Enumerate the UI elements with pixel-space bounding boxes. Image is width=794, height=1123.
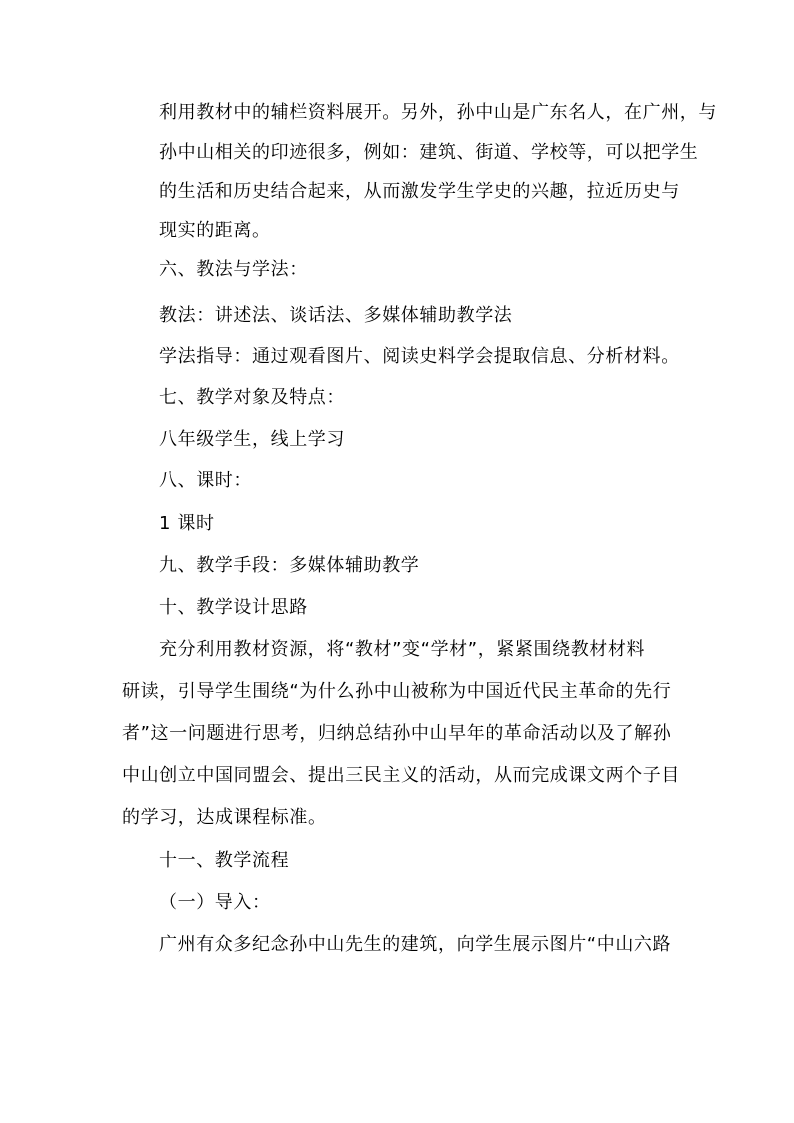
paragraph-line: 学法指导：通过观看图片、阅读史料学会提取信息、分析材料。: [159, 346, 680, 367]
paragraph-line: 利用教材中的辅栏资料展开。另外，孙中山是广东名人，在广州，与: [159, 102, 717, 123]
paragraph-line: 孙中山相关的印迹很多，例如：建筑、街道、学校等，可以把学生: [159, 142, 699, 163]
paragraph-line: 者”这一问题进行思考，归纳总结孙中山早年的革命活动以及了解孙: [122, 723, 672, 744]
paragraph-line: 的学习，达成课程标准。: [122, 807, 327, 828]
section-heading: 十一、教学流程: [159, 850, 290, 871]
paragraph-line: 1 课时: [159, 513, 215, 534]
paragraph-line: 教法：讲述法、谈话法、多媒体辅助教学法: [159, 305, 513, 326]
paragraph-line: 现实的距离。: [159, 220, 271, 241]
paragraph-line: 中山创立中国同盟会、提出三民主义的活动，从而完成课文两个子目: [122, 765, 680, 786]
section-heading: 九、教学手段：多媒体辅助教学: [159, 555, 420, 576]
section-heading: 七、教学对象及特点：: [159, 387, 345, 408]
paragraph-line: 研读，引导学生围绕“为什么孙中山被称为中国近代民主革命的先行: [122, 681, 672, 702]
section-heading: 十、教学设计思路: [159, 597, 308, 618]
paragraph-line: 八年级学生，线上学习: [159, 429, 345, 450]
paragraph-line: 的生活和历史结合起来，从而激发学生学史的兴趣，拉近历史与: [159, 181, 680, 202]
section-heading: 六、教法与学法：: [159, 259, 308, 280]
section-heading: 八、课时：: [159, 470, 252, 491]
paragraph-line: 广州有众多纪念孙中山先生的建筑，向学生展示图片“中山六路: [159, 934, 672, 955]
paragraph-line: 充分利用教材资源，将“教材”变“学材”，紧紧围绕教材材料: [159, 639, 646, 660]
subsection-heading: （一）导入：: [159, 892, 271, 913]
